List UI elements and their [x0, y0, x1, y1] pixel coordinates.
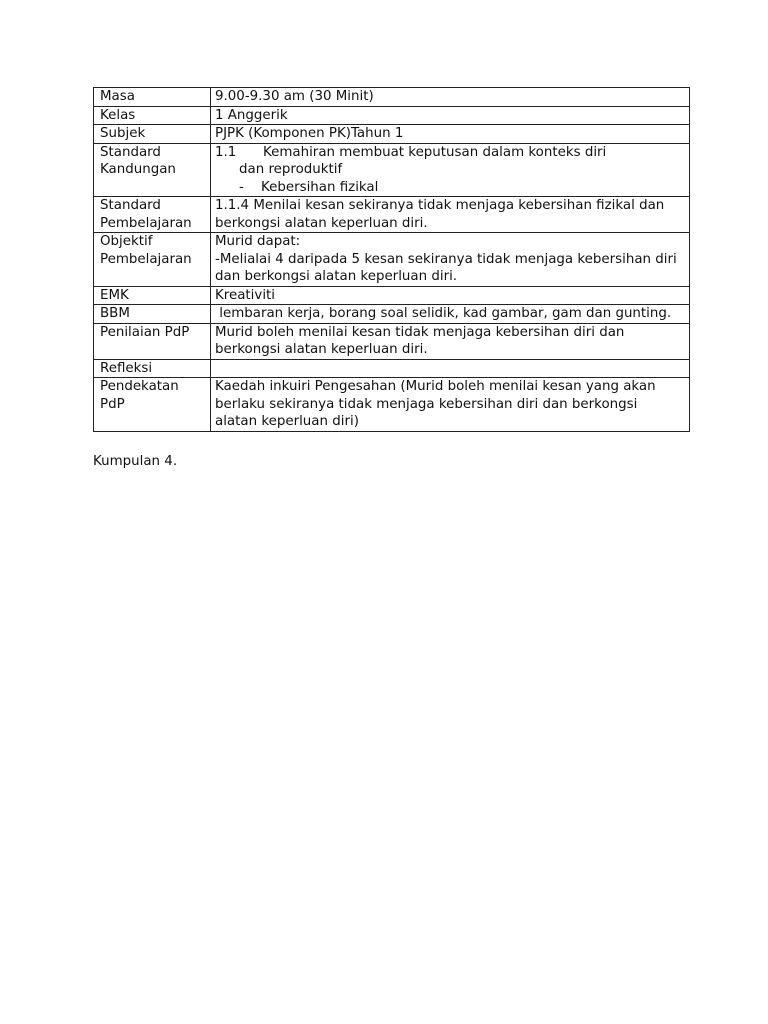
table-row: [94, 233, 690, 287]
table-row: [94, 359, 690, 378]
kandungan-subitem-dash: -: [239, 179, 244, 195]
row-label-bbm: BBM: [94, 305, 211, 324]
table-row: [94, 305, 690, 324]
row-value-emk: Kreativiti: [211, 286, 690, 305]
objektif-line2: -Melialai 4 daripada 5 kesan sekiranya tidak menjaga kebersihan diri dan berkongsi alatan keperluan diri.: [215, 251, 677, 284]
row-value-bbm: lembaran kerja, borang soal selidik, kad gambar, gam dan gunting.: [211, 305, 690, 324]
row-value-subjek: PJPK (Komponen PK)Tahun 1: [211, 125, 690, 144]
kandungan-item-text-line2: dan reproduktif: [239, 162, 343, 177]
row-label-objektif-pembelajaran: Objektif Pembelajaran: [94, 233, 211, 287]
table-row: [94, 323, 690, 359]
table-row: [94, 88, 690, 107]
row-label-refleksi: Refleksi: [94, 359, 211, 378]
row-value-penilaian-pdp: Murid boleh menilai kesan tidak menjaga kebersihan diri dan berkongsi alatan keperluan diri.: [211, 323, 690, 359]
row-label-pendekatan-pdp: Pendekatan PdP: [94, 378, 211, 432]
kandungan-item: [215, 144, 683, 162]
footer-note: Kumpulan 4.: [93, 454, 178, 469]
table-row: [94, 286, 690, 305]
table-row: [94, 197, 690, 233]
row-label-standard-pembelajaran: Standard Pembelajaran: [94, 197, 211, 233]
kandungan-item-number: 1.1: [215, 144, 237, 160]
row-value-masa: 9.00-9.30 am (30 Minit): [211, 88, 690, 107]
table-row: [94, 106, 690, 125]
row-label-subjek: Subjek: [94, 125, 211, 144]
kandungan-subitem: [215, 179, 683, 197]
row-value-kelas: 1 Anggerik: [211, 106, 690, 125]
row-label-standard-kandungan: Standard Kandungan: [94, 143, 211, 197]
table-row: [94, 125, 690, 144]
row-value-standard-pembelajaran: 1.1.4 Menilai kesan sekiranya tidak menjaga kebersihan fizikal dan berkongsi alatan keperluan diri.: [211, 197, 690, 233]
table-row: [94, 378, 690, 432]
row-value-pendekatan-pdp: Kaedah inkuiri Pengesahan (Murid boleh menilai kesan yang akan berlaku sekiranya tidak menjaga kebersihan diri dan berkongsi alatan keperluan diri): [211, 378, 690, 432]
row-label-masa: Masa: [94, 88, 211, 107]
row-label-emk: EMK: [94, 286, 211, 305]
kandungan-subitem-text: Kebersihan fizikal: [261, 179, 379, 195]
lesson-plan-table: [93, 87, 690, 432]
table-row: [94, 143, 690, 197]
row-value-refleksi: [211, 359, 690, 378]
row-value-objektif-pembelajaran: [211, 233, 690, 287]
kandungan-item-text-line1: Kemahiran membuat keputusan dalam konteks diri: [263, 144, 607, 160]
objektif-line1: Murid dapat:: [215, 234, 301, 249]
row-value-standard-kandungan: [211, 143, 690, 197]
row-label-penilaian-pdp: Penilaian PdP: [94, 323, 211, 359]
row-label-kelas: Kelas: [94, 106, 211, 125]
